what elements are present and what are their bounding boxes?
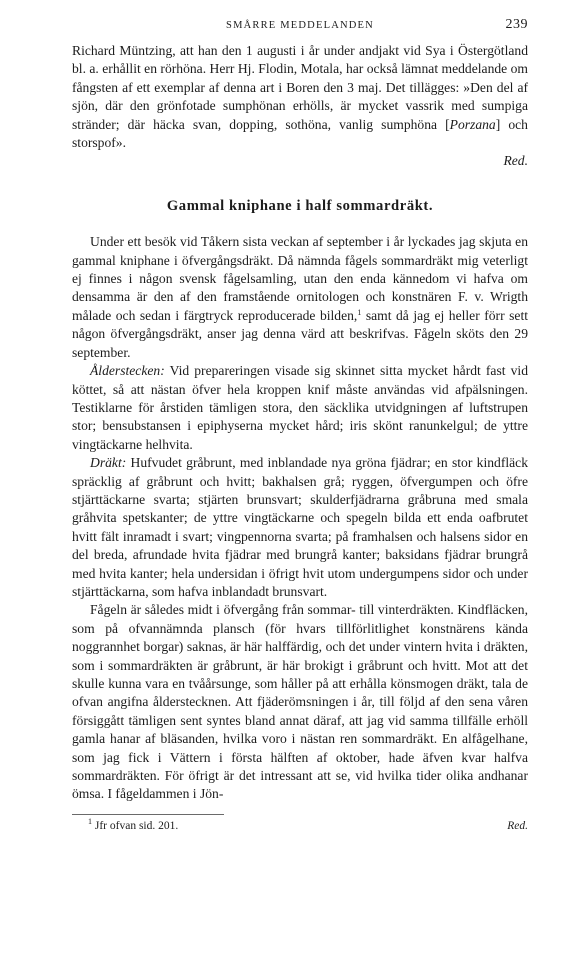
editor-signature: Red.	[503, 153, 528, 169]
paragraph-intro-text-b: samt då jag ej heller förr sett någon öfvergångsdräkt, anser jag denna värd att beskrifvas. Fågeln sköts den 29 september.	[72, 307, 528, 360]
previous-note-paragraph	[72, 42, 528, 152]
article-title: Gammal kniphane i half sommardräkt.	[166, 197, 434, 214]
body-text	[72, 42, 528, 804]
page-number: 239	[505, 17, 528, 32]
previous-note-text-1: Richard Müntzing, att han den 1 augusti i år under andjakt vid Sya i Östergötland bl. a. erhållit en rörhöna. Herr Hj. Flodin, Motala, har också lämnat meddelande om fångsten af ett exemplar af denna art i Boren den 3 maj. Det tillägges: »Den del af sjön, där den grönfotade sumphönan erhölls, är mycket vassrik med sumpiga stränder; där häcka svan, dopping, sothöna, vanlig sumphöna [	[72, 43, 528, 132]
footnote-signature: Red.	[507, 819, 528, 832]
footnote-text: Jfr ofvan sid. 201.	[94, 819, 179, 832]
footnote-reference: 1	[357, 307, 362, 317]
age-signs-heading: Ålderstecken:	[90, 363, 165, 379]
paragraph-intro-text-a: Under ett besök vid Tåkern sista veckan af september i år lyckades jag skjuta en gammal kniphane i öfvergångsdräkt. Då nämnda fågels sommardräkt mig veterligt ej finnes i någon svensk fågelsamling, utan den enda kännedom vi hafva om densamma är den af den framstående ornitologen och konstnären F. v. Wrigth målade och sedan i färgtryck reproducerade bilden,	[72, 234, 528, 323]
running-head	[72, 18, 528, 42]
plumage-heading: Dräkt:	[90, 455, 127, 471]
running-title: SMÅRRE MEDDELANDEN	[226, 20, 374, 31]
footnote-marker: 1	[88, 816, 92, 826]
page	[72, 18, 528, 834]
plumage-text: Hufvudet gråbrunt, med inblandade nya gröna fjädrar; en stor kindfläck spräcklig af gråbrunt och hvitt; bakhalsen grå; ryggen, öfvergumpen och öfre stjärttäckarne svarta; stjärten brunsvart; skulderfjädrarna gråbruna med smala gråhvita spetskanter; de yttre vingtäckarne och spegeln bilda ett enda oafbrutet hvitt fält inramadt i svart; vingpennorna svarta; på framhalsen och halsens sidor en del breda, afrundade hvita fjädrar med brungrå kanter; baksidans fjädrar brungrå med hvita kanter; hela undersidan i öfrigt hvit utom undergumpens sidor och under stjärttäckarna, som hafva inblandadt brunsvart.	[72, 455, 528, 599]
paragraph-age-signs	[72, 362, 528, 454]
previous-note-text-2: ] och storspof».	[72, 116, 528, 151]
paragraph-plumage	[72, 454, 528, 601]
paragraph-discussion: Fågeln är således midt i öfvergång från sommar- till vinterdräkten. Kindfläcken, som på ofvannämnda plansch (för hvars tillförlitlighet konstnärens kända noggrannhet borgar) saknas, är här halffärdig, och det under vintern hvita i dräkten, som i sommardräkten är gråbrunt, är här brokigt i gråbrunt och hvitt. Mot att det skulle kunna vara en tvåårsunge, som håller på att erhålla könsmogen dräkt, tala de ofvan angifna ålderstecknen. Att fjäderömsningen i år, till följd af den sena våren försiggått tämligen sent syntes bland annat däraf, att jag vid samma tillfälle erhöll gamla hanar af bläsanden, hvilka voro i nästan ren sommardräkt. En alfågelhane, som jag fick i Vättern i första hälften af oktober, hade äfven kvar halfva sommardräkten. För öfrigt är det intressant att se, vid hvilka tider olika andhanar ömsa. I fågeldammen i Jön-	[72, 602, 528, 802]
species-name: Porzana	[449, 116, 496, 132]
footnote-divider	[72, 814, 224, 815]
footnote	[72, 816, 528, 834]
paragraph-intro	[72, 233, 528, 362]
age-signs-text: Vid prepareringen visade sig skinnet sitta mycket hårdt fast vid köttet, så att nästan öfver hela kroppen knif måste användas vid afpälsningen. Testiklarne för årstiden tämligen stora, den säcklika utvidgningen af luftstrupen stor; bensubstansen i epiphyserna mycket hård; iris skönt ranunkelgul; de yttre vingtäckarne helhvita.	[72, 363, 528, 452]
